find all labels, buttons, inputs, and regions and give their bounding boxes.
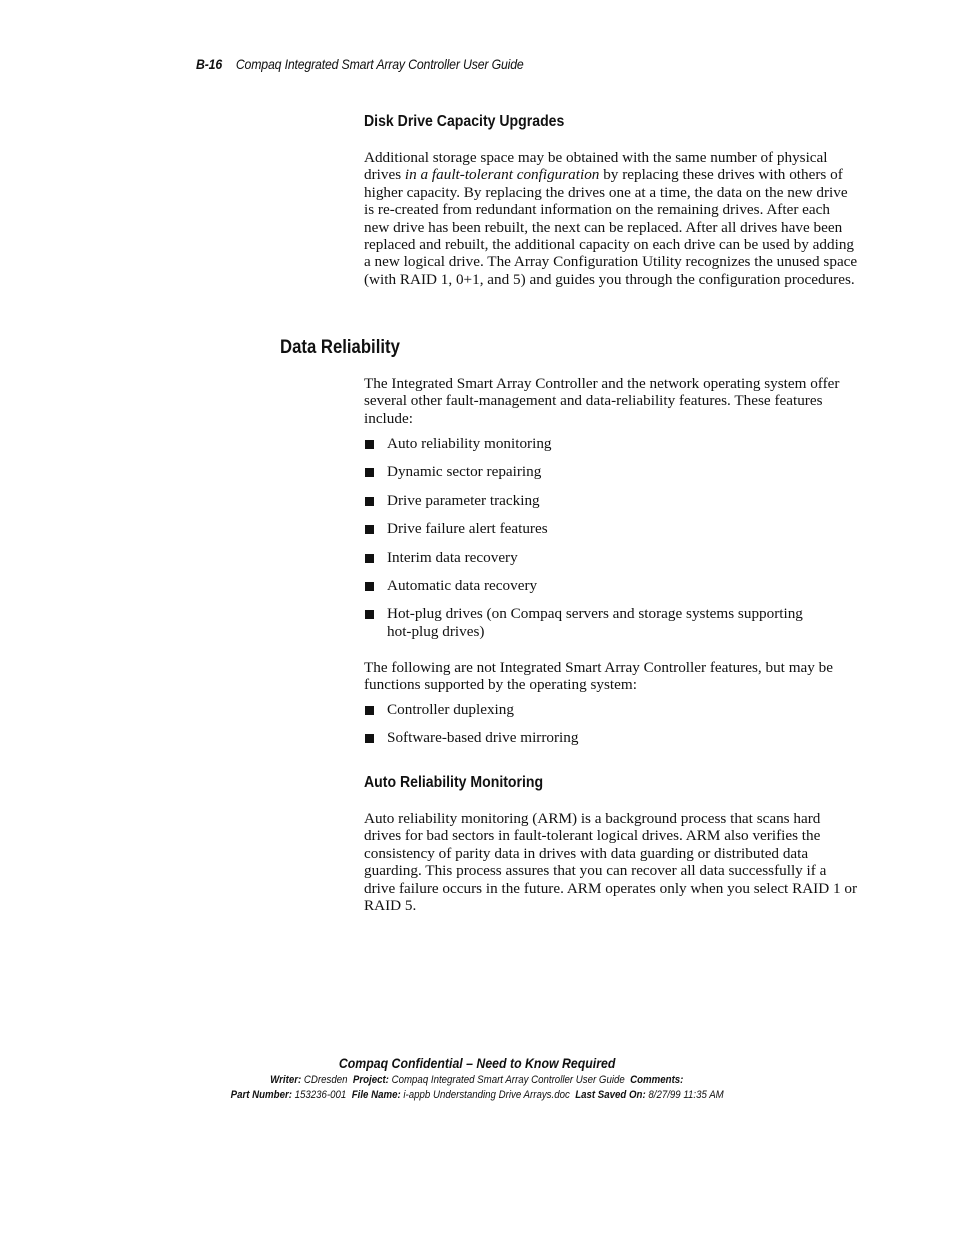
bullet-square-icon: [365, 468, 374, 477]
footer-line-1: [0, 1074, 954, 1086]
bullet-square-icon: [365, 440, 374, 449]
list-item-text: Automatic data recovery: [387, 577, 538, 595]
upgrades-text-2: by replacing these drives with others of higher capacity. By replacing the drives one at a time, the data on the new drive is re-created from redundant information on the remaining drives. After each new drive has been rebuilt, the next can be replaced. After all drives have been replaced and rebuilt, the additional capacity on each drive can be used by adding a new logical drive. The Array Configuration Utility recognizes the unused space (with RAID 1, 0+1, and 5) and guides you through the configuration procedures.: [364, 166, 858, 288]
list-item-text: Drive failure alert features: [387, 520, 548, 538]
writer-value: CDresden: [304, 1074, 348, 1086]
project-label: Project:: [353, 1074, 390, 1086]
bullet-square-icon: [365, 525, 374, 534]
bullet-square-icon: [365, 497, 374, 506]
list-item: [364, 435, 858, 452]
list-item-text: Software-based drive mirroring: [387, 729, 579, 747]
feature-list: [364, 435, 858, 651]
list-item: [364, 492, 858, 509]
list-item-text: Hot-plug drives (on Compaq servers and storage systems supporting hot-plug drives): [387, 605, 803, 640]
list-item: [364, 605, 858, 640]
file-name-label: File Name:: [351, 1089, 401, 1101]
part-number-value: 153236-001: [294, 1089, 347, 1101]
bullet-square-icon: [365, 706, 374, 715]
upgrades-text-italic: in a fault-tolerant configuration: [404, 166, 600, 184]
footer-line-2: [0, 1089, 954, 1101]
bullet-square-icon: [365, 734, 374, 743]
list-item-text: Interim data recovery: [387, 548, 518, 566]
bullet-square-icon: [365, 582, 374, 591]
heading-disk-drive-capacity-upgrades: Disk Drive Capacity Upgrades: [364, 113, 565, 130]
os-intro: The following are not Integrated Smart Array Controller features, but may be functions supported by the operating system:: [364, 659, 833, 694]
heading-auto-reliability-monitoring: Auto Reliability Monitoring: [364, 774, 544, 791]
list-item-text: Dynamic sector repairing: [387, 463, 542, 481]
upgrades-paragraph: [364, 149, 858, 288]
writer-label: Writer:: [270, 1074, 302, 1086]
comments-label: Comments:: [630, 1074, 684, 1086]
last-saved-label: Last Saved On:: [575, 1089, 646, 1101]
footer-title: Compaq Confidential – Need to Know Required: [338, 1055, 616, 1071]
list-item: [364, 577, 858, 594]
footer-confidential: [0, 1055, 954, 1071]
list-item-text: Drive parameter tracking: [387, 491, 540, 509]
running-header: [196, 56, 524, 72]
list-item-text: Auto reliability monitoring: [387, 435, 552, 452]
page-number: B-16: [196, 56, 223, 72]
list-item-text: Controller duplexing: [387, 701, 514, 718]
list-item: [364, 549, 858, 566]
list-item: [364, 729, 858, 746]
heading-data-reliability: Data Reliability: [280, 337, 400, 358]
list-item: [364, 701, 858, 718]
reliability-intro: The Integrated Smart Array Controller and the network operating system offer several other fault-management and data-reliability features. These features include:: [364, 375, 840, 427]
last-saved-value: 8/27/99 11:35 AM: [648, 1089, 724, 1101]
list-item: [364, 520, 858, 537]
upgrades-text-1: Additional storage space may be obtained with the same number of physical drives: [364, 149, 828, 184]
project-value: Compaq Integrated Smart Array Controller User Guide: [391, 1074, 625, 1086]
part-number-label: Part Number:: [230, 1089, 292, 1101]
file-name-value: i-appb Understanding Drive Arrays.doc: [403, 1089, 570, 1101]
os-feature-list: [364, 701, 858, 758]
arm-paragraph: Auto reliability monitoring (ARM) is a background process that scans hard drives for bad sectors in fault-tolerant logical drives. ARM also verifies the consistency of parity data in drives with data guarding or distributed data guarding. This process assures that you can recover all data successfully if a drive failure occurs in the future. ARM operates only when you select RAID 1 or RAID 5.: [364, 810, 858, 915]
bullet-square-icon: [365, 554, 374, 563]
bullet-square-icon: [365, 610, 374, 619]
list-item: [364, 463, 858, 480]
book-title: Compaq Integrated Smart Array Controller User Guide: [235, 56, 524, 72]
